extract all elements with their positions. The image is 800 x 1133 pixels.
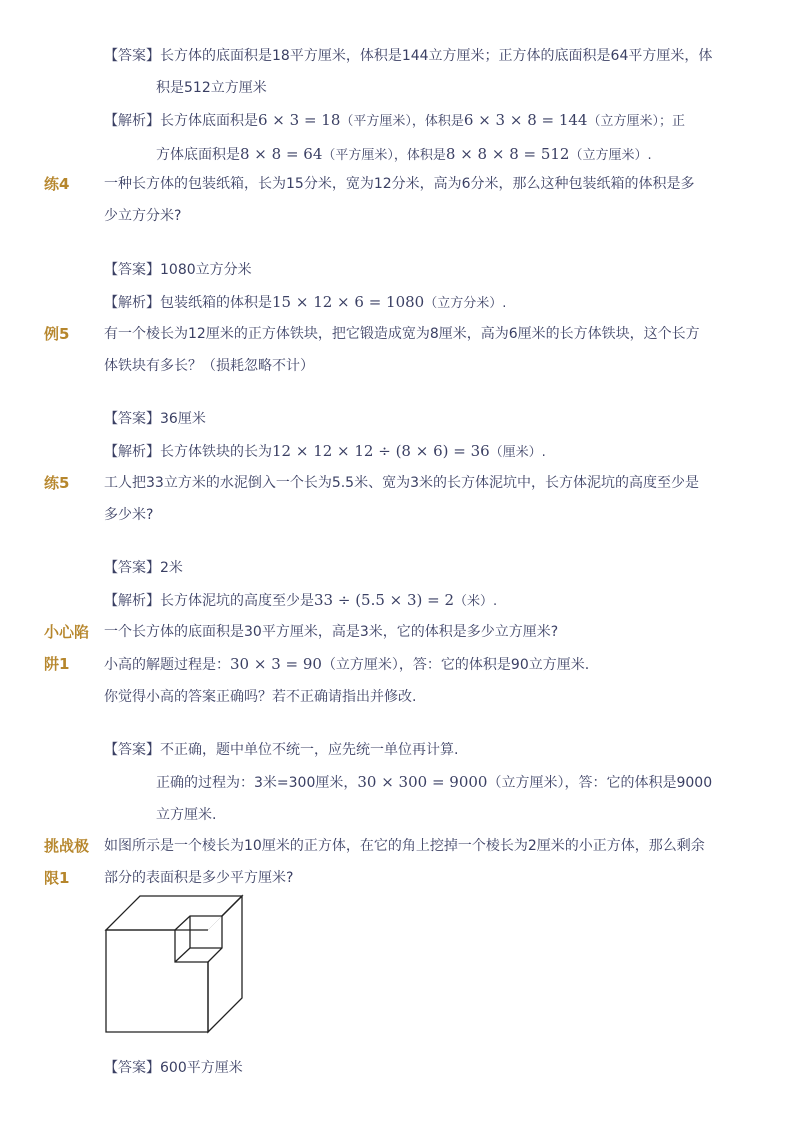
tag-line: 阱1	[44, 655, 70, 673]
answer-text: 长方体的底面积是18平方厘米，体积是144立方厘米；正方体的底面积是64平方厘米，体	[160, 48, 713, 64]
analysis-label: 【解析】	[104, 113, 160, 129]
analysis-block	[104, 104, 724, 172]
answer-block	[104, 1052, 724, 1084]
answer-text: 2米	[160, 560, 183, 576]
question-text: 如图所示是一个棱长为10厘米的正方体，在它的角上挖掉一个棱长为2厘米的小正方体，那么剩余	[104, 838, 705, 854]
question-text-cont: 部分的表面积是多少平方厘米?	[104, 870, 294, 886]
question-text: 工人把33立方米的水泥倒入一个长为5.5米、宽为3米的长方体泥坑中，长方体泥坑的高度至少是	[104, 475, 699, 491]
question-text: （立方厘米），答：它的体积是90立方厘米.	[321, 657, 590, 673]
analysis-block	[104, 286, 724, 320]
math-expression: 6 × 3 × 8 = 144	[463, 111, 588, 129]
answer-label: 【答案】	[104, 262, 160, 278]
answer-label: 【答案】	[104, 560, 160, 576]
question-text-cont: 体铁块有多长？（损耗忽略不计）	[104, 358, 314, 374]
answer-label: 【答案】	[104, 48, 160, 64]
analysis-text: 包装纸箱的体积是	[160, 295, 272, 311]
answer-text: 36厘米	[160, 411, 206, 427]
problem-tag	[44, 616, 89, 680]
answer-block	[104, 734, 724, 831]
analysis-label: 【解析】	[104, 444, 160, 460]
problem-tag: 练4	[44, 175, 70, 193]
problem-question	[104, 467, 724, 531]
answer-text: 1080立方分米	[160, 262, 252, 278]
problem-tag	[44, 830, 89, 894]
answer-block	[104, 40, 724, 104]
answer-text: 正确的过程为：3米=300厘米，	[156, 775, 358, 791]
answer-label: 【答案】	[104, 1060, 160, 1076]
problem-question	[104, 830, 724, 894]
problem-question	[104, 168, 724, 232]
problem-tag: 练5	[44, 474, 70, 492]
answer-block	[104, 403, 724, 435]
question-text-cont: 少立方分米?	[104, 208, 182, 224]
question-text: 一种长方体的包装纸箱，长为15分米，宽为12分米，高为6分米，那么这种包装纸箱的体积是多	[104, 176, 695, 192]
math-expression: 33 ÷ (5.5 × 3) = 2	[314, 591, 455, 609]
math-expression: 6 × 3 = 18	[258, 111, 341, 129]
analysis-unit: （平方厘米），体积是	[340, 114, 464, 129]
analysis-block	[104, 584, 724, 618]
question-text-cont: 多少米?	[104, 507, 154, 523]
answer-text: （立方厘米），答：它的体积是9000	[487, 775, 713, 791]
answer-text-cont: 积是512立方厘米	[156, 80, 267, 96]
analysis-text-cont: 方体底面积是	[156, 147, 240, 163]
problem-tag: 例5	[44, 325, 70, 343]
math-expression: 15 × 12 × 6 = 1080	[272, 293, 425, 311]
answer-text: 600平方厘米	[160, 1060, 243, 1076]
analysis-label: 【解析】	[104, 593, 160, 609]
analysis-text: 长方体泥坑的高度至少是	[160, 593, 314, 609]
analysis-text: 长方体底面积是	[160, 113, 258, 129]
analysis-unit: （厘米）.	[489, 445, 546, 460]
question-text: 你觉得小高的答案正确吗？若不正确请指出并修改.	[104, 689, 417, 705]
answer-label: 【答案】	[104, 742, 160, 758]
tag-line: 限1	[44, 869, 70, 887]
cube-with-cutout-figure	[100, 892, 250, 1037]
answer-block	[104, 552, 724, 584]
answer-label: 【答案】	[104, 411, 160, 427]
math-expression: 30 × 300 = 9000	[357, 773, 488, 791]
tag-line: 小心陷	[44, 623, 90, 641]
answer-text-cont: 立方厘米.	[156, 807, 217, 823]
analysis-label: 【解析】	[104, 295, 160, 311]
analysis-unit: （米）.	[454, 594, 498, 609]
analysis-unit: （立方分米）.	[424, 296, 507, 311]
analysis-block	[104, 435, 724, 469]
analysis-text: 长方体铁块的长为	[160, 444, 272, 460]
analysis-unit: （平方厘米），体积是	[322, 148, 446, 163]
question-text: 小高的解题过程是：	[104, 657, 230, 673]
tag-line: 挑战极	[44, 837, 90, 855]
answer-text: 不正确，题中单位不统一，应先统一单位再计算.	[160, 742, 459, 758]
question-text: 有一个棱长为12厘米的正方体铁块，把它锻造成宽为8厘米，高为6厘米的长方体铁块，这个长方	[104, 326, 700, 342]
math-expression: 12 × 12 × 12 ÷ (8 × 6) = 36	[272, 442, 490, 460]
question-text: 一个长方体的底面积是30平方厘米，高是3米，它的体积是多少立方厘米?	[104, 624, 559, 640]
analysis-unit: （立方厘米）；正	[587, 114, 685, 129]
math-expression: 8 × 8 = 64	[240, 145, 323, 163]
math-expression: 8 × 8 × 8 = 512	[445, 145, 570, 163]
math-expression: 30 × 3 = 90	[230, 655, 322, 673]
analysis-unit: （立方厘米）.	[569, 148, 652, 163]
problem-question	[104, 616, 724, 713]
problem-question	[104, 318, 724, 382]
answer-block	[104, 254, 724, 286]
